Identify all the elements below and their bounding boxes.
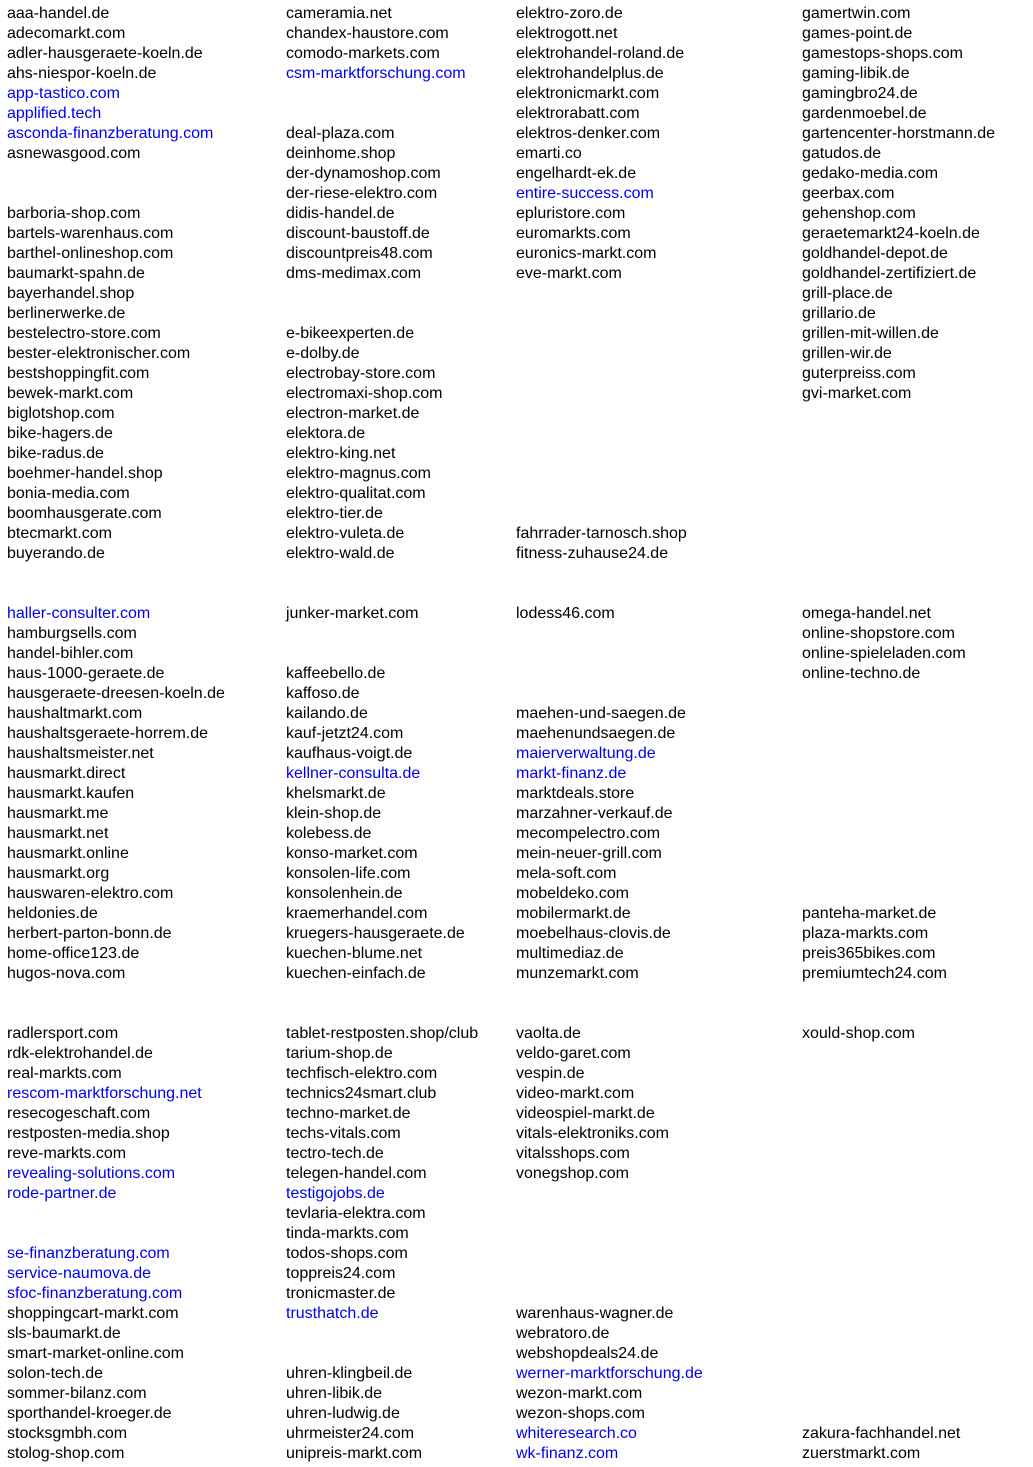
domain-entry: kolebess.de [286,825,372,842]
domain-list-document [0,4,1033,1464]
domain-entry: radlersport.com [7,1025,119,1042]
domain-entry: preis365bikes.com [802,945,936,962]
domain-entry: elektrogott.net [516,25,618,42]
domain-link[interactable]: rescom-marktforschung.net [7,1085,202,1102]
domain-entry: gatudos.de [802,145,882,162]
domain-entry: euromarkts.com [516,225,631,242]
domain-entry: gartencenter-horstmann.de [802,125,995,142]
domain-link[interactable]: maierverwaltung.de [516,745,656,762]
domain-link[interactable]: asconda-finanzberatung.com [7,125,214,142]
domain-entry: gedako-media.com [802,165,939,182]
domain-entry: hauswaren-elektro.com [7,885,174,902]
blank-row [802,1364,960,1384]
domain-entry: e-dolby.de [286,345,360,362]
domain-entry: herbert-parton-bonn.de [7,925,172,942]
domain-entry: elektro-king.net [286,445,396,462]
domain-entry: aaa-handel.de [7,5,110,22]
blank-row [802,1264,960,1284]
domain-entry: bartels-warenhaus.com [7,225,174,242]
domain-link[interactable]: markt-finanz.de [516,765,627,782]
domain-entry: kuechen-einfach.de [286,965,426,982]
domain-entry: buyerando.de [7,545,105,562]
domain-entry: home-office123.de [7,945,140,962]
domain-entry: junker-market.com [286,605,419,622]
domain-entry: grillen-wir.de [802,345,892,362]
domain-column [516,1024,703,1464]
blank-row [802,884,966,904]
blank-row [802,1144,960,1164]
domain-entry: techno-market.de [286,1105,411,1122]
blank-row [7,1204,202,1224]
domain-entry: bestshoppingfit.com [7,365,150,382]
blank-row [286,104,466,124]
domain-entry: mobilermarkt.de [516,905,631,922]
domain-block [0,1024,1033,1464]
domain-entry: bester-elektronischer.com [7,345,191,362]
domain-entry: maehenundsaegen.de [516,725,676,742]
domain-entry: berlinerwerke.de [7,305,126,322]
blank-row [802,704,966,724]
domain-entry: stocksgmbh.com [7,1425,128,1442]
blank-row [516,1184,703,1204]
domain-column [7,4,213,564]
domain-entry: hausmarkt.online [7,845,129,862]
domain-entry: marzahner-verkauf.de [516,805,673,822]
domain-link[interactable]: kellner-consulta.de [286,765,421,782]
domain-entry: heldonies.de [7,905,98,922]
domain-entry: videospiel-markt.de [516,1105,655,1122]
domain-entry: haushaltsgeraete-horrem.de [7,725,209,742]
domain-link[interactable]: revealing-solutions.com [7,1165,176,1182]
domain-entry: handel-bihler.com [7,645,134,662]
domain-entry: grillario.de [802,305,876,322]
domain-entry: techfisch-elektro.com [286,1065,438,1082]
domain-entry: reve-markts.com [7,1145,127,1162]
domain-link[interactable]: werner-marktforschung.de [516,1365,703,1382]
domain-entry: baumarkt-spahn.de [7,265,145,282]
blank-row [516,684,686,704]
domain-entry: epluristore.com [516,205,626,222]
blank-row [802,1204,960,1224]
domain-entry: guterpreiss.com [802,365,916,382]
domain-entry: stolog-shop.com [7,1445,125,1462]
domain-entry: warenhaus-wagner.de [516,1305,674,1322]
blank-row [286,1344,478,1364]
domain-link[interactable]: haller-consulter.com [7,605,151,622]
blank-row [516,1204,703,1224]
domain-entry: webratoro.de [516,1325,610,1342]
blank-row [286,84,466,104]
blank-row [802,1064,960,1084]
domain-column [286,604,465,984]
domain-entry: kaffeebello.de [286,665,386,682]
blank-row [516,504,687,524]
domain-entry: geerbax.com [802,185,895,202]
domain-entry: engelhardt-ek.de [516,165,637,182]
domain-entry: vitals-elektroniks.com [516,1125,669,1142]
domain-entry: elektronicmarkt.com [516,85,660,102]
domain-entry: toppreis24.com [286,1265,396,1282]
blank-row [516,344,687,364]
domain-entry: omega-handel.net [802,605,931,622]
domain-entry: asnewasgood.com [7,145,141,162]
blank-row [802,824,966,844]
domain-entry: elektora.de [286,425,366,442]
domain-column [7,1024,202,1464]
domain-entry: konsolenhein.de [286,885,403,902]
blank-row [516,1224,703,1244]
domain-link[interactable]: testigojobs.de [286,1185,385,1202]
domain-entry: lodess46.com [516,605,615,622]
domain-entry: vonegshop.com [516,1165,629,1182]
domain-entry: plaza-markts.com [802,925,929,942]
domain-entry: comodo-markets.com [286,45,440,62]
domain-entry: kaffoso.de [286,685,360,702]
blank-row [286,284,466,304]
domain-entry: tronicmaster.de [286,1285,396,1302]
domain-entry: goldhandel-zertifiziert.de [802,265,977,282]
blank-row [802,684,966,704]
blank-row [516,384,687,404]
domain-entry: haus-1000-geraete.de [7,665,165,682]
blank-row [802,1324,960,1344]
domain-entry: uhren-klingbeil.de [286,1365,413,1382]
blank-row [516,364,687,384]
domain-entry: real-markts.com [7,1065,122,1082]
domain-entry: elektro-vuleta.de [286,525,405,542]
domain-entry: bike-radus.de [7,445,104,462]
domain-link[interactable]: applified.tech [7,105,102,122]
domain-entry: unipreis-markt.com [286,1445,423,1462]
domain-block [0,4,1033,604]
domain-entry: gamertwin.com [802,5,911,22]
domain-entry: techs-vitals.com [286,1125,401,1142]
domain-entry: rdk-elektrohandel.de [7,1045,153,1062]
blank-row [802,804,966,824]
domain-column [802,1024,960,1464]
domain-entry: hamburgsells.com [7,625,137,642]
domain-entry: eve-markt.com [516,265,622,282]
domain-entry: online-spieleladen.com [802,645,966,662]
domain-entry: marktdeals.store [516,785,635,802]
domain-entry: games-point.de [802,25,913,42]
domain-entry: discount-baustoff.de [286,225,430,242]
blank-row [802,1104,960,1124]
domain-entry: technics24smart.club [286,1085,437,1102]
blank-row [7,164,213,184]
blank-row [7,184,213,204]
blank-row [802,1164,960,1184]
blank-row [802,844,966,864]
domain-entry: deinhome.shop [286,145,396,162]
blank-row [516,304,687,324]
domain-entry: haushaltmarkt.com [7,705,143,722]
blank-row [802,864,966,884]
domain-entry: adler-hausgeraete-koeln.de [7,45,203,62]
blank-row [802,1304,960,1324]
blank-row [286,644,465,664]
domain-entry: e-bikeexperten.de [286,325,415,342]
domain-entry: todos-shops.com [286,1245,408,1262]
domain-entry: tectro-tech.de [286,1145,384,1162]
domain-entry: tinda-markts.com [286,1225,409,1242]
blank-row [7,1224,202,1244]
domain-entry: premiumtech24.com [802,965,947,982]
domain-entry: kauf-jetzt24.com [286,725,404,742]
domain-entry: hausmarkt.direct [7,765,126,782]
domain-entry: kruegers-hausgeraete.de [286,925,465,942]
domain-entry: goldhandel-depot.de [802,245,948,262]
domain-link[interactable]: app-tastico.com [7,85,120,102]
domain-entry: kailando.de [286,705,368,722]
domain-entry: didis-handel.de [286,205,395,222]
blank-row [516,444,687,464]
domain-entry: vitalsshops.com [516,1145,630,1162]
domain-entry: mela-soft.com [516,865,617,882]
domain-entry: discountpreis48.com [286,245,433,262]
domain-entry: electromaxi-shop.com [286,385,443,402]
blank-row [802,1344,960,1364]
domain-entry: tevlaria-elektra.com [286,1205,426,1222]
blank-row [516,1244,703,1264]
domain-entry: gehenshop.com [802,205,916,222]
blank-row [516,644,686,664]
domain-block [0,604,1033,1024]
domain-entry: gamingbro24.de [802,85,918,102]
blank-row [516,324,687,344]
blank-row [802,1244,960,1264]
domain-entry: gaming-libik.de [802,65,910,82]
domain-entry: vaolta.de [516,1025,581,1042]
domain-entry: webshopdeals24.de [516,1345,659,1362]
domain-entry: der-dynamoshop.com [286,165,441,182]
domain-entry: deal-plaza.com [286,125,395,142]
domain-entry: zakura-fachhandel.net [802,1425,961,1442]
domain-entry: bewek-markt.com [7,385,134,402]
domain-entry: wezon-markt.com [516,1385,643,1402]
domain-entry: boehmer-handel.shop [7,465,163,482]
domain-entry: hausmarkt.net [7,825,109,842]
domain-column [286,4,466,564]
domain-entry: euronics-markt.com [516,245,657,262]
blank-row [516,1264,703,1284]
domain-entry: multimediaz.de [516,945,624,962]
blank-row [802,1224,960,1244]
domain-link[interactable]: sfoc-finanzberatung.com [7,1285,183,1302]
blank-row [516,1284,703,1304]
domain-entry: elektros-denker.com [516,125,661,142]
domain-entry: gardenmoebel.de [802,105,927,122]
domain-entry: online-techno.de [802,665,921,682]
domain-entry: hausmarkt.org [7,865,110,882]
domain-entry: wezon-shops.com [516,1405,645,1422]
domain-link[interactable]: trusthatch.de [286,1305,379,1322]
domain-entry: hausgeraete-dreesen-koeln.de [7,685,225,702]
blank-row [802,1044,960,1064]
domain-entry: emarti.co [516,145,582,162]
blank-row [516,464,687,484]
domain-entry: haushaltsmeister.net [7,745,154,762]
domain-entry: khelsmarkt.de [286,785,386,802]
blank-row [516,664,686,684]
domain-entry: mein-neuer-grill.com [516,845,662,862]
domain-entry: kaufhaus-voigt.de [286,745,413,762]
domain-entry: bayerhandel.shop [7,285,135,302]
domain-entry: elektro-magnus.com [286,465,431,482]
domain-entry: sls-baumarkt.de [7,1325,121,1342]
domain-entry: dms-medimax.com [286,265,422,282]
domain-entry: tablet-restposten.shop/club [286,1025,479,1042]
blank-row [286,304,466,324]
blank-row [802,764,966,784]
blank-row [802,1284,960,1304]
domain-entry: zuerstmarkt.com [802,1445,921,1462]
domain-entry: resecogeschaft.com [7,1105,151,1122]
blank-row [286,1324,478,1344]
domain-entry: konso-market.com [286,845,418,862]
domain-entry: fitness-zuhause24.de [516,545,669,562]
domain-entry: panteha-market.de [802,905,937,922]
domain-column [286,1024,478,1464]
domain-entry: kuechen-blume.net [286,945,423,962]
domain-entry: elektrorabatt.com [516,105,640,122]
domain-entry: vespin.de [516,1065,585,1082]
domain-entry: uhrmeister24.com [286,1425,415,1442]
domain-column [802,4,995,404]
blank-row [516,424,687,444]
domain-entry: der-riese-elektro.com [286,185,438,202]
domain-column [7,604,225,984]
domain-column [516,4,687,564]
domain-entry: geraetemarkt24-koeln.de [802,225,980,242]
domain-entry: elektrohandel-roland.de [516,45,685,62]
domain-entry: video-markt.com [516,1085,635,1102]
domain-entry: btecmarkt.com [7,525,112,542]
domain-entry: sporthandel-kroeger.de [7,1405,172,1422]
domain-entry: biglotshop.com [7,405,115,422]
domain-entry: kraemerhandel.com [286,905,428,922]
domain-entry: electrobay-store.com [286,365,436,382]
domain-entry: online-shopstore.com [802,625,955,642]
blank-row [516,484,687,504]
blank-row [516,404,687,424]
blank-row [516,284,687,304]
domain-link[interactable]: whiteresearch.co [516,1425,637,1442]
blank-row [802,1384,960,1404]
domain-entry: sommer-bilanz.com [7,1385,147,1402]
domain-entry: shoppingcart-markt.com [7,1305,179,1322]
domain-link[interactable]: entire-success.com [516,185,654,202]
domain-entry: smart-market-online.com [7,1345,184,1362]
domain-entry: hausmarkt.me [7,805,109,822]
domain-link[interactable]: wk-finanz.com [516,1445,619,1462]
blank-row [802,1124,960,1144]
domain-entry: electron-market.de [286,405,420,422]
blank-row [802,744,966,764]
domain-entry: uhren-ludwig.de [286,1405,400,1422]
domain-link[interactable]: service-naumova.de [7,1265,152,1282]
domain-entry: elektro-tier.de [286,505,383,522]
blank-row [802,1404,960,1424]
domain-column [516,604,686,984]
domain-entry: fahrrader-tarnosch.shop [516,525,687,542]
domain-entry: konsolen-life.com [286,865,411,882]
blank-row [802,784,966,804]
domain-entry: klein-shop.de [286,805,382,822]
domain-entry: chandex-haustore.com [286,25,449,42]
domain-entry: grill-place.de [802,285,893,302]
domain-link[interactable]: rode-partner.de [7,1185,117,1202]
blank-row [286,624,465,644]
domain-entry: elektro-wald.de [286,545,395,562]
domain-column [802,604,966,984]
domain-entry: elektrohandelplus.de [516,65,664,82]
domain-entry: bike-hagers.de [7,425,113,442]
domain-entry: uhren-libik.de [286,1385,383,1402]
domain-entry: elektro-zoro.de [516,5,623,22]
blank-row [802,1084,960,1104]
domain-entry: xould-shop.com [802,1025,915,1042]
domain-entry: restposten-media.shop [7,1125,170,1142]
domain-entry: gamestops-shops.com [802,45,963,62]
domain-entry: boomhausgerate.com [7,505,162,522]
domain-entry: moebelhaus-clovis.de [516,925,671,942]
domain-entry: mecompelectro.com [516,825,661,842]
domain-entry: gvi-market.com [802,385,912,402]
domain-link[interactable]: csm-marktforschung.com [286,65,466,82]
blank-row [802,724,966,744]
blank-row [802,1184,960,1204]
domain-entry: hugos-nova.com [7,965,126,982]
domain-entry: bonia-media.com [7,485,130,502]
blank-row [516,624,686,644]
domain-link[interactable]: se-finanzberatung.com [7,1245,170,1262]
domain-entry: barboria-shop.com [7,205,141,222]
domain-entry: grillen-mit-willen.de [802,325,939,342]
domain-entry: barthel-onlineshop.com [7,245,174,262]
domain-entry: tarium-shop.de [286,1045,393,1062]
domain-entry: adecomarkt.com [7,25,126,42]
domain-entry: cameramia.net [286,5,392,22]
domain-entry: solon-tech.de [7,1365,104,1382]
domain-entry: veldo-garet.com [516,1045,631,1062]
domain-entry: munzemarkt.com [516,965,639,982]
domain-entry: telegen-handel.com [286,1165,427,1182]
domain-entry: ahs-niespor-koeln.de [7,65,157,82]
domain-entry: hausmarkt.kaufen [7,785,135,802]
domain-entry: bestelectro-store.com [7,325,161,342]
domain-entry: mobeldeko.com [516,885,629,902]
domain-entry: elektro-qualitat.com [286,485,426,502]
domain-entry: maehen-und-saegen.de [516,705,686,722]
